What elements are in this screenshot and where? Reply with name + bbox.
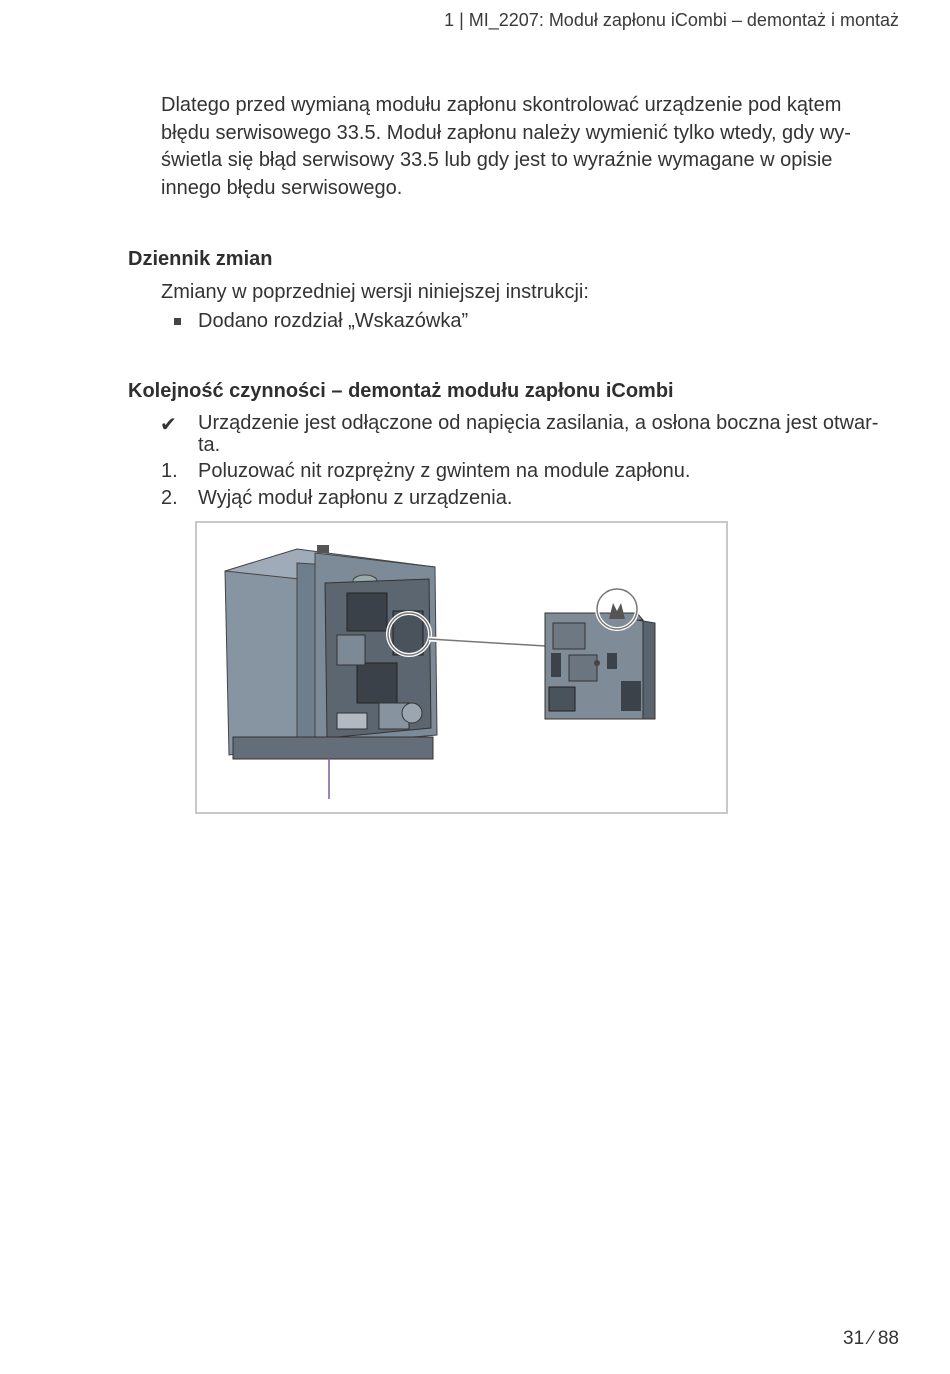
procedure-heading: Kolejność czynności – demontaż modułu zapłonu iCombi xyxy=(128,380,674,402)
intro-line: świetla się błąd serwisowy 33.5 lub gdy jest to wyraźnie wymagane w opisie xyxy=(161,149,833,171)
page-header: 1 | MI_2207: Moduł zapłonu iCombi – demontaż i montaż xyxy=(444,10,899,30)
precondition-line: Urządzenie jest odłączone od napięcia zasilania, a osłona boczna jest otwar- xyxy=(198,412,879,434)
step-text: Poluzować nit rozprężny z gwintem na module zapłonu. xyxy=(198,460,691,482)
figure-frame xyxy=(195,521,728,814)
appliance-illustration-icon xyxy=(197,523,726,812)
bullet-square-icon xyxy=(174,318,181,325)
step-number: 1. xyxy=(161,460,178,482)
step-text: Wyjąć moduł zapłonu z urządzenia. xyxy=(198,487,513,509)
changelog-intro: Zmiany w poprzedniej wersji niniejszej instrukcji: xyxy=(161,281,589,303)
precondition-line: ta. xyxy=(198,434,221,456)
intro-line: Dlatego przed wymianą modułu zapłonu skontrolować urządzenie pod kątem xyxy=(161,94,842,116)
checkmark-icon: ✔ xyxy=(160,414,177,436)
intro-paragraph xyxy=(161,92,901,202)
changelog-item: Dodano rozdział „Wskazówka” xyxy=(198,310,469,332)
changelog-heading: Dziennik zmian xyxy=(128,248,273,270)
page-number: 31 ⁄ 88 xyxy=(843,1328,899,1349)
intro-line: błędu serwisowego 33.5. Moduł zapłonu należy wymienić tylko wtedy, gdy wy- xyxy=(161,121,851,144)
intro-line: innego błędu serwisowego. xyxy=(161,176,403,199)
step-number: 2. xyxy=(161,487,178,509)
